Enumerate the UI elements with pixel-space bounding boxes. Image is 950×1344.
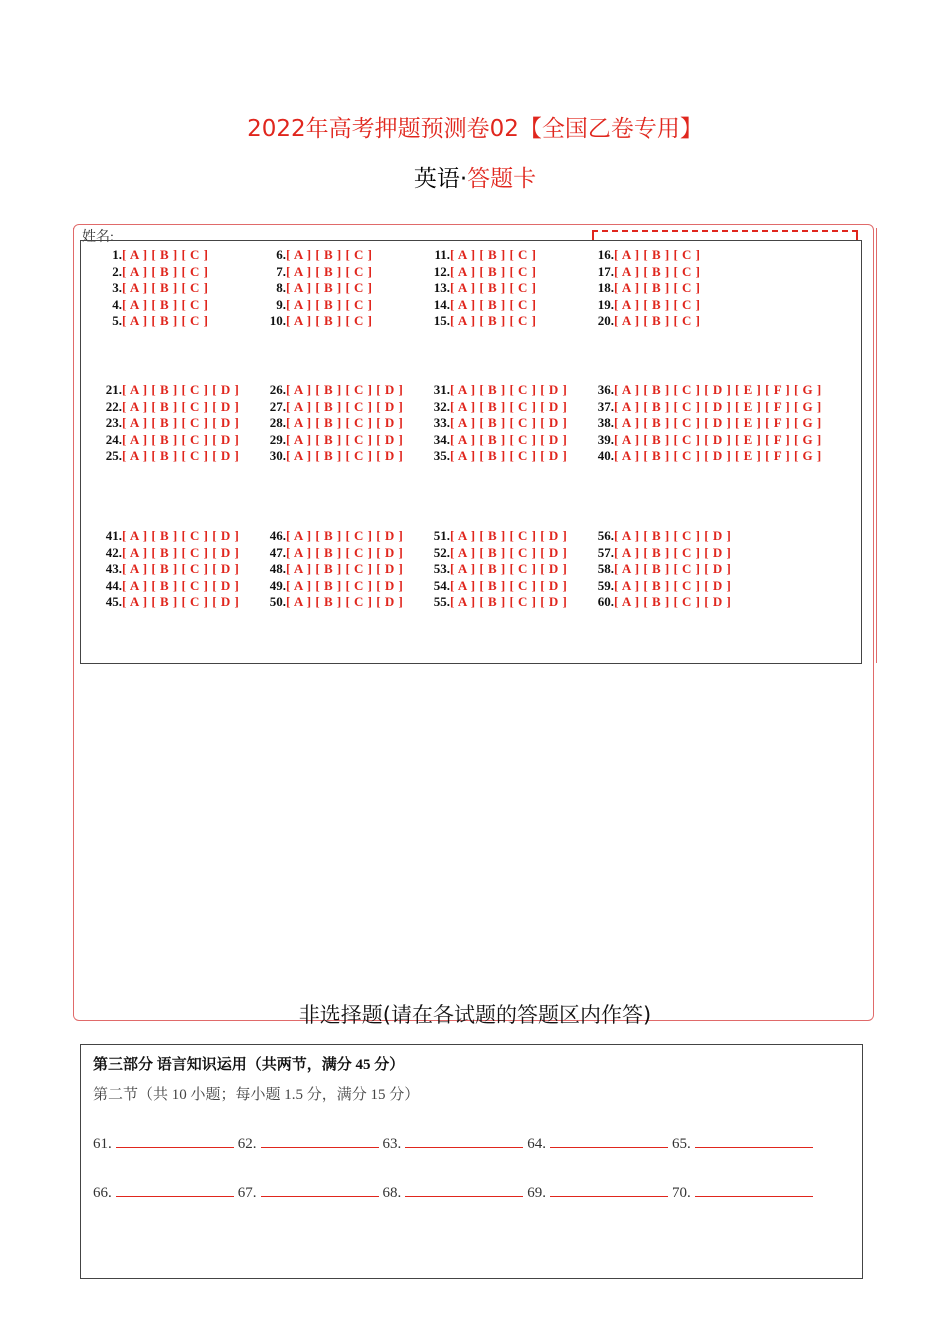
answer-options[interactable]: [ A ] [ B ] [ C ] (286, 280, 373, 295)
question-row (430, 528, 567, 545)
question-number: 24. (105, 431, 122, 447)
answer-options[interactable]: [ A ] [ B ] [ C ] [ D ] (614, 594, 732, 609)
question-row (594, 415, 822, 432)
question-row (266, 594, 403, 611)
answer-options[interactable]: [ A ] [ B ] [ C ] [ D ] (122, 431, 240, 447)
answer-options[interactable]: [ A ] [ B ] [ C ] [ D ] (450, 528, 568, 543)
answer-options[interactable]: [ A ] [ B ] [ C ] (450, 280, 537, 295)
name-label: 姓名: (82, 230, 114, 245)
blank-number: 64. (527, 1136, 546, 1152)
answer-options[interactable]: [ A ] [ B ] [ C ] [ D ] (122, 382, 240, 397)
question-row (102, 432, 239, 449)
answer-options[interactable]: [ A ] [ B ] [ C ] (122, 263, 209, 279)
question-number: 15. (433, 313, 450, 328)
question-row (594, 280, 701, 297)
answer-options[interactable]: [ A ] [ B ] [ C ] [ D ] (286, 577, 404, 593)
question-row (594, 399, 822, 416)
answer-options[interactable]: [ A ] [ B ] [ C ] (122, 313, 209, 328)
question-row (102, 415, 239, 432)
answer-options[interactable]: [ A ] [ B ] [ C ] [ D ] (450, 415, 568, 430)
question-number: 30. (269, 448, 286, 463)
question-row (102, 399, 239, 416)
question-row (594, 432, 822, 449)
question-row (102, 448, 239, 465)
answer-options[interactable]: [ A ] [ B ] [ C ] [ D ] [ E ] [ F ] [ G ] (614, 431, 822, 447)
answer-options[interactable]: [ A ] [ B ] [ C ] [ D ] (450, 431, 568, 447)
part3-title: 第三部分 语言知识运用（共两节，满分 45 分） (93, 1057, 405, 1073)
question-number: 6. (276, 247, 286, 262)
question-row (266, 313, 373, 330)
answer-blank[interactable] (695, 1182, 813, 1197)
question-number: 41. (105, 528, 122, 543)
question-row (102, 545, 239, 562)
question-number: 34. (433, 431, 450, 447)
question-group (430, 247, 537, 330)
question-group (594, 382, 822, 465)
question-number: 51. (433, 528, 450, 543)
question-row (102, 247, 209, 264)
question-number: 46. (269, 528, 286, 543)
question-row (594, 545, 731, 562)
answer-options[interactable]: [ A ] [ B ] [ C ] (286, 263, 373, 279)
question-row (102, 561, 239, 578)
answer-options[interactable]: [ A ] [ B ] [ C ] [ D ] (286, 415, 404, 430)
question-group (594, 528, 731, 611)
question-number: 21. (105, 382, 122, 397)
question-group (594, 247, 701, 330)
answer-options[interactable]: [ A ] [ B ] [ C ] (614, 247, 701, 262)
answer-options[interactable]: [ A ] [ B ] [ C ] (450, 296, 537, 312)
question-group (266, 247, 373, 330)
answer-options[interactable]: [ A ] [ B ] [ C ] (286, 247, 373, 262)
answer-options[interactable]: [ A ] [ B ] [ C ] [ D ] [ E ] [ F ] [ G ] (614, 415, 822, 430)
question-number: 2. (112, 263, 122, 279)
question-number: 50. (269, 594, 286, 609)
question-row (430, 399, 567, 416)
question-number: 7. (276, 263, 286, 279)
answer-blank[interactable] (116, 1133, 234, 1148)
blank-number: 68. (382, 1185, 402, 1201)
question-row (430, 448, 567, 465)
question-row (594, 561, 731, 578)
question-number: 22. (105, 398, 122, 414)
answer-options[interactable]: [ A ] [ B ] [ C ] [ D ] (450, 577, 568, 593)
question-row (430, 297, 537, 314)
answer-options[interactable]: [ A ] [ B ] [ C ] [ D ] (450, 561, 568, 576)
question-number: 19. (597, 296, 614, 312)
question-number: 39. (597, 431, 614, 447)
question-row (266, 432, 403, 449)
question-row (594, 448, 822, 465)
question-number: 10. (269, 313, 286, 328)
answer-blank[interactable] (261, 1182, 379, 1197)
answer-options[interactable]: [ A ] [ B ] [ C ] (450, 247, 537, 262)
question-number: 37. (597, 398, 614, 414)
question-number: 38. (597, 415, 614, 430)
question-row (430, 432, 567, 449)
answer-options[interactable]: [ A ] [ B ] [ C ] (286, 296, 373, 312)
question-row (430, 247, 537, 264)
answer-options[interactable]: [ A ] [ B ] [ C ] [ D ] (122, 577, 240, 593)
answer-options[interactable]: [ A ] [ B ] [ C ] [ D ] (122, 528, 240, 543)
answer-options[interactable]: [ A ] [ B ] [ C ] (450, 263, 537, 279)
question-row (266, 545, 403, 562)
answer-options[interactable]: [ A ] [ B ] [ C ] [ D ] (286, 431, 404, 447)
answer-options[interactable]: [ A ] [ B ] [ C ] (614, 296, 701, 312)
question-row (430, 561, 567, 578)
question-number: 18. (597, 280, 614, 295)
question-number: 26. (269, 382, 286, 397)
question-row (430, 545, 567, 562)
question-row (102, 578, 239, 595)
question-row (594, 578, 731, 595)
question-row (102, 264, 209, 281)
question-row (102, 382, 239, 399)
question-number: 40. (597, 448, 614, 463)
answer-options[interactable]: [ A ] [ B ] [ C ] [ D ] [ E ] [ F ] [ G ] (614, 398, 822, 414)
answer-options[interactable]: [ A ] [ B ] [ C ] (122, 247, 209, 262)
question-row (266, 399, 403, 416)
question-number: 47. (269, 544, 286, 560)
answer-options[interactable]: [ A ] [ B ] [ C ] (614, 280, 701, 295)
answer-options[interactable]: [ A ] [ B ] [ C ] [ D ] [ E ] [ F ] [ G ] (614, 448, 822, 463)
blank-number: 62. (237, 1136, 257, 1152)
question-number: 25. (105, 448, 122, 463)
question-row (266, 578, 403, 595)
question-number: 52. (433, 544, 450, 560)
blank-number: 61. (93, 1136, 112, 1152)
question-number: 48. (269, 561, 286, 576)
answer-options[interactable]: [ A ] [ B ] [ C ] [ D ] (286, 448, 404, 463)
question-number: 29. (269, 431, 286, 447)
question-row (430, 594, 567, 611)
answer-options[interactable]: [ A ] [ B ] [ C ] [ D ] (122, 594, 240, 609)
answer-blank[interactable] (261, 1133, 379, 1148)
question-number: 53. (433, 561, 450, 576)
question-group (266, 382, 403, 465)
blank-row (93, 1133, 817, 1153)
question-number: 42. (105, 544, 122, 560)
question-row (266, 448, 403, 465)
question-row (430, 382, 567, 399)
answer-options[interactable]: [ A ] [ B ] [ C ] [ D ] (286, 528, 404, 543)
answer-options[interactable]: [ A ] [ B ] [ C ] [ D ] (614, 544, 732, 560)
answer-options[interactable]: [ A ] [ B ] [ C ] [ D ] (450, 382, 568, 397)
card-label: 答题卡 (467, 166, 537, 192)
answer-options[interactable]: [ A ] [ B ] [ C ] [ D ] (122, 415, 240, 430)
question-row (430, 578, 567, 595)
non-choice-heading: 非选择题(请在各试题的答题区内作答) (298, 1003, 652, 1027)
answer-options[interactable]: [ A ] [ B ] [ C ] [ D ] (450, 398, 568, 414)
question-number: 54. (433, 577, 450, 593)
question-number: 32. (433, 398, 450, 414)
blank-number: 65. (672, 1136, 691, 1152)
question-row (594, 594, 731, 611)
question-number: 44. (105, 577, 122, 593)
question-number: 36. (597, 382, 614, 397)
question-row (266, 561, 403, 578)
question-row (266, 297, 373, 314)
question-row (594, 313, 701, 330)
answer-options[interactable]: [ A ] [ B ] [ C ] (614, 313, 701, 328)
question-number: 59. (597, 577, 614, 593)
question-row (594, 382, 822, 399)
answer-options[interactable]: [ A ] [ B ] [ C ] (122, 296, 209, 312)
answer-options[interactable]: [ A ] [ B ] [ C ] [ D ] (286, 382, 404, 397)
answer-options[interactable]: [ A ] [ B ] [ C ] (614, 263, 701, 279)
question-number: 13. (433, 280, 450, 295)
answer-blank[interactable] (116, 1182, 234, 1197)
question-row (266, 528, 403, 545)
question-group (102, 247, 209, 330)
subject-label: 英语· (413, 166, 468, 192)
question-row (266, 415, 403, 432)
question-group (102, 382, 239, 465)
answer-options[interactable]: [ A ] [ B ] [ C ] [ D ] (450, 544, 568, 560)
blank-row (93, 1182, 817, 1202)
question-number: 3. (112, 280, 122, 295)
answer-options[interactable]: [ A ] [ B ] [ C ] [ D ] (286, 544, 404, 560)
answer-options[interactable]: [ A ] [ B ] [ C ] [ D ] (122, 544, 240, 560)
question-row (266, 264, 373, 281)
answer-options[interactable]: [ A ] [ B ] [ C ] [ D ] (614, 528, 732, 543)
answer-blank[interactable] (405, 1133, 523, 1148)
question-number: 9. (276, 296, 286, 312)
question-number: 5. (112, 313, 122, 328)
question-row (102, 594, 239, 611)
question-row (430, 313, 537, 330)
blank-number: 63. (382, 1136, 402, 1152)
question-number: 43. (105, 561, 122, 576)
question-row (594, 297, 701, 314)
blank-number: 70. (672, 1185, 691, 1201)
question-row (102, 297, 209, 314)
question-row (266, 382, 403, 399)
answer-options[interactable]: [ A ] [ B ] [ C ] [ D ] (450, 594, 568, 609)
answer-options[interactable]: [ A ] [ B ] [ C ] (122, 280, 209, 295)
answer-options[interactable]: [ A ] [ B ] [ C ] [ D ] (286, 398, 404, 414)
question-number: 33. (433, 415, 450, 430)
frame-left-line (73, 228, 74, 663)
answer-options[interactable]: [ A ] [ B ] [ C ] [ D ] (614, 577, 732, 593)
answer-options[interactable]: [ A ] [ B ] [ C ] (286, 313, 373, 328)
answer-blank[interactable] (550, 1182, 668, 1197)
answer-options[interactable]: [ A ] [ B ] [ C ] [ D ] (122, 398, 240, 414)
question-row (594, 528, 731, 545)
question-row (102, 528, 239, 545)
question-number: 35. (433, 448, 450, 463)
question-number: 17. (597, 263, 614, 279)
question-number: 11. (434, 247, 450, 262)
question-row (430, 264, 537, 281)
question-row (102, 313, 209, 330)
question-number: 57. (597, 544, 614, 560)
question-row (430, 280, 537, 297)
question-group (430, 528, 567, 611)
question-number: 58. (597, 561, 614, 576)
page-title: 2022年高考押题预测卷02【全国乙卷专用】 (247, 116, 703, 142)
question-number: 4. (112, 296, 122, 312)
answer-options[interactable]: [ A ] [ B ] [ C ] [ D ] (450, 448, 568, 463)
section2-title: 第二节（共 10 小题；每小题 1.5 分，满分 15 分） (93, 1087, 420, 1103)
answer-options[interactable]: [ A ] [ B ] [ C ] (450, 313, 537, 328)
answer-blank[interactable] (550, 1133, 668, 1148)
question-number: 56. (597, 528, 614, 543)
answer-blank[interactable] (695, 1133, 813, 1148)
question-number: 55. (433, 594, 450, 609)
question-number: 45. (105, 594, 122, 609)
question-number: 14. (433, 296, 450, 312)
answer-options[interactable]: [ A ] [ B ] [ C ] [ D ] (122, 561, 240, 576)
part3-box (80, 1044, 863, 1279)
answer-options[interactable]: [ A ] [ B ] [ C ] [ D ] (122, 448, 240, 463)
question-group (102, 528, 239, 611)
blank-number: 67. (237, 1185, 257, 1201)
page-subtitle (0, 160, 950, 193)
question-number: 49. (269, 577, 286, 593)
answer-options[interactable]: [ A ] [ B ] [ C ] [ D ] (286, 561, 404, 576)
question-number: 16. (597, 247, 614, 262)
answer-blank[interactable] (405, 1182, 523, 1197)
question-number: 27. (269, 398, 286, 414)
question-number: 8. (276, 280, 286, 295)
blank-number: 69. (527, 1185, 546, 1201)
question-number: 23. (105, 415, 122, 430)
question-number: 1. (112, 247, 122, 262)
question-number: 28. (269, 415, 286, 430)
question-number: 20. (597, 313, 614, 328)
question-row (594, 264, 701, 281)
frame-right-line (876, 228, 877, 663)
answer-options[interactable]: [ A ] [ B ] [ C ] [ D ] (286, 594, 404, 609)
answer-options[interactable]: [ A ] [ B ] [ C ] [ D ] (614, 561, 732, 576)
question-row (102, 280, 209, 297)
question-row (266, 280, 373, 297)
question-group (266, 528, 403, 611)
question-number: 31. (433, 382, 450, 397)
question-row (594, 247, 701, 264)
answer-options[interactable]: [ A ] [ B ] [ C ] [ D ] [ E ] [ F ] [ G ] (614, 382, 822, 397)
blank-number: 66. (93, 1185, 112, 1201)
question-row (266, 247, 373, 264)
question-number: 12. (433, 263, 450, 279)
info-bracket (592, 230, 858, 240)
question-row (430, 415, 567, 432)
question-group (430, 382, 567, 465)
question-number: 60. (597, 594, 614, 609)
